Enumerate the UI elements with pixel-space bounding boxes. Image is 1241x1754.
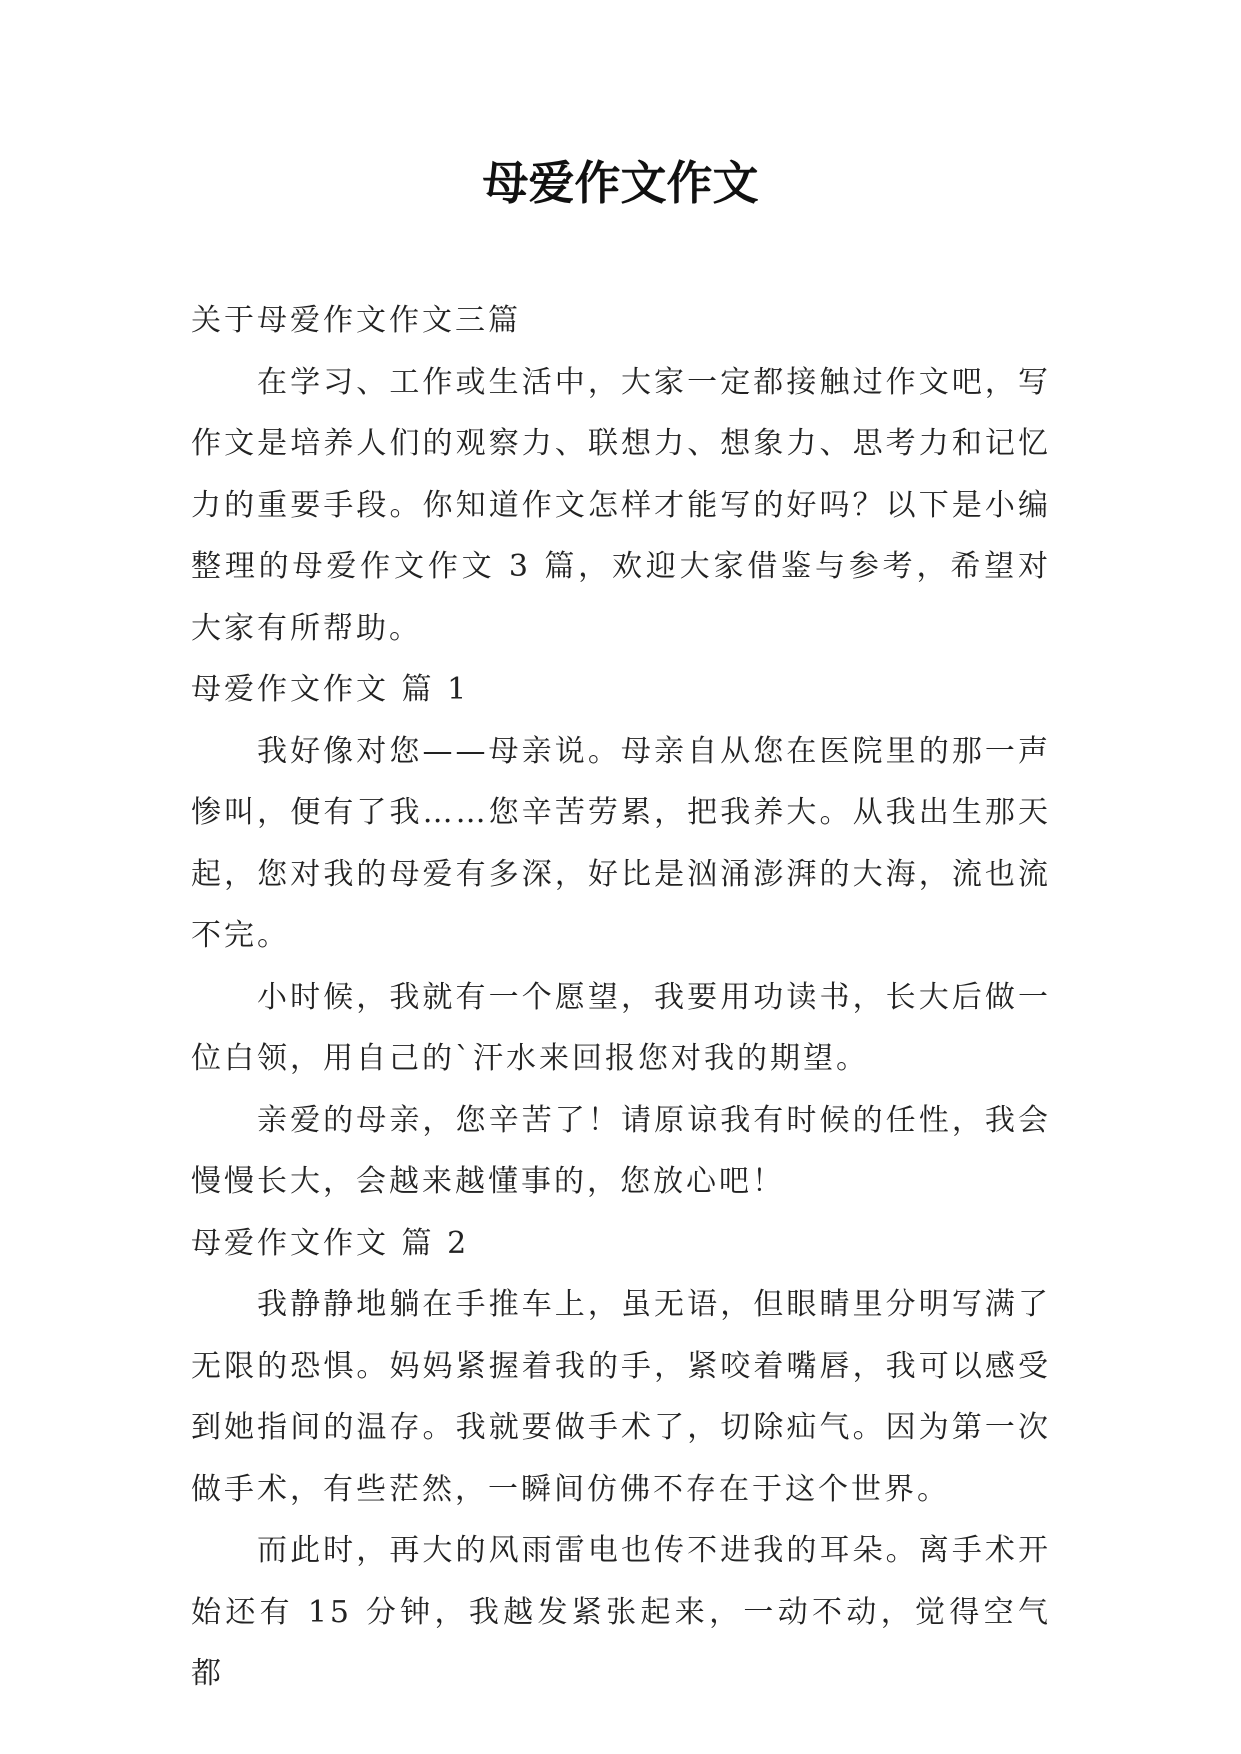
section-heading-1: 母爱作文作文 篇 1	[191, 672, 470, 707]
section-2-paragraph: 我静静地躺在手推车上，虽无语，但眼睛里分明写满了无限的恐惧。妈妈紧握着我的手，紧咬着嘴唇，我可以感受到她指间的温存。我就要做手术了，切除疝气。因为第一次做手术，有些茫然，一瞬间仿佛不存在于这个世界。	[191, 1287, 1051, 1507]
document-title: 母爱作文作文	[482, 156, 759, 210]
section-1-paragraph: 亲爱的母亲，您辛苦了！请原谅我有时候的任性，我会慢慢长大，会越来越懂事的，您放心吧！	[191, 1102, 1051, 1199]
section-2-paragraph: 而此时，再大的风雨雷电也传不进我的耳朵。离手术开始还有 15 分钟，我越发紧张起来，一动不动，觉得空气都	[191, 1533, 1051, 1691]
section-1-paragraph: 小时候，我就有一个愿望，我要用功读书，长大后做一位白领，用自己的`汗水来回报您对我的期望。	[191, 979, 1051, 1076]
document-subtitle: 关于母爱作文作文三篇	[191, 303, 521, 338]
intro-paragraph: 在学习、工作或生活中，大家一定都接触过作文吧，写作文是培养人们的观察力、联想力、想象力、思考力和记忆力的重要手段。你知道作文怎样才能写的好吗？以下是小编整理的母爱作文作文 3 篇，欢迎大家借鉴与参考，希望对大家有所帮助。	[191, 364, 1051, 646]
document-body	[191, 290, 1051, 1705]
section-1-paragraph: 我好像对您——母亲说。母亲自从您在医院里的那一声惨叫，便有了我……您辛苦劳累，把我养大。从我出生那天起，您对我的母爱有多深，好比是汹涌澎湃的大海，流也流不完。	[191, 733, 1051, 953]
section-heading-2: 母爱作文作文 篇 2	[191, 1225, 470, 1261]
